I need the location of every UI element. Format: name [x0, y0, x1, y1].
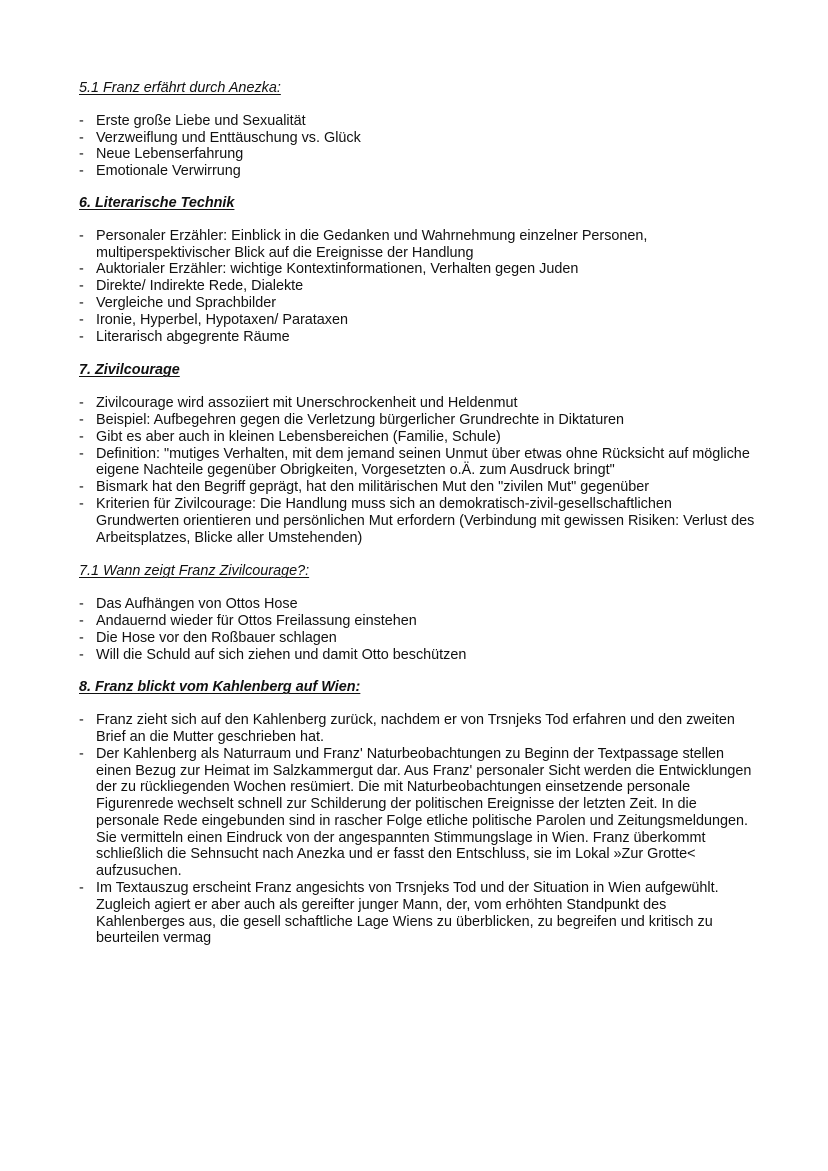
list-item: - Will die Schuld auf sich ziehen und damit Otto beschützen [79, 647, 759, 664]
bullet-list [79, 113, 759, 180]
list-item: - Bismark hat den Begriff geprägt, hat den militärischen Mut den "zivilen Mut" gegenüber [79, 479, 759, 496]
list-item: - Verzweiflung und Enttäuschung vs. Glück [79, 130, 759, 147]
section-7-1 [79, 563, 759, 663]
section-5-1 [79, 80, 759, 180]
list-item: - Beispiel: Aufbegehren gegen die Verletzung bürgerlicher Grundrechte in Diktaturen [79, 412, 759, 429]
list-item: - Ironie, Hyperbel, Hypotaxen/ Parataxen [79, 312, 759, 329]
list-item: - Franz zieht sich auf den Kahlenberg zurück, nachdem er von Trsnjeks Tod erfahren und den zweiten Brief an die Mutter geschrieben hat. [79, 712, 759, 746]
list-item: - Die Hose vor den Roßbauer schlagen [79, 630, 759, 647]
list-item: - Direkte/ Indirekte Rede, Dialekte [79, 278, 759, 295]
bullet-list [79, 395, 759, 546]
list-item: - Gibt es aber auch in kleinen Lebensbereichen (Familie, Schule) [79, 429, 759, 446]
list-item: - Definition: "mutiges Verhalten, mit dem jemand seinen Unmut über etwas ohne Rücksicht auf mögliche eigene Nachteile gegenüber Obrigkeiten, Vorgesetzten o.Ä. zum Ausdruck bringt" [79, 446, 759, 480]
list-item: - Das Aufhängen von Ottos Hose [79, 596, 759, 613]
list-item: - Vergleiche und Sprachbilder [79, 295, 759, 312]
document-page [79, 80, 759, 947]
section-6 [79, 195, 759, 345]
section-7 [79, 362, 759, 546]
list-item: - Andauernd wieder für Ottos Freilassung einstehen [79, 613, 759, 630]
bullet-list [79, 596, 759, 663]
section-heading: 8. Franz blickt vom Kahlenberg auf Wien: [79, 679, 361, 696]
section-8 [79, 679, 759, 947]
section-heading: 7.1 Wann zeigt Franz Zivilcourage?: [79, 563, 310, 580]
list-item: - Zivilcourage wird assoziiert mit Unerschrockenheit und Heldenmut [79, 395, 759, 412]
list-item: - Im Textauszug erscheint Franz angesichts von Trsnjeks Tod und der Situation in Wien aufgewühlt. Zugleich agiert er aber auch als gereifter junger Mann, der, vom erhöhten Standpunkt des Kahlenberges aus, die gesell schaftliche Lage Wiens zu überblicken, zu begreifen und kritisch zu beurteilen vermag [79, 880, 759, 947]
bullet-list [79, 712, 759, 947]
list-item: - Der Kahlenberg als Naturraum und Franz' Naturbeobachtungen zu Beginn der Textpassage stellen einen Bezug zur Heimat im Salzkammergut dar. Aus Franz' personaler Sicht werden die Entwicklungen der zu rückliegenden Wochen resümiert. Die mit Naturbeobachtungen einsetzende personale Figurenrede wechselt schnell zur Schilderung der politischen Ereignisse der letzten Zeit. In die personale Rede eingebunden sind in rascher Folge etliche politische Parolen und Zeitungsmeldungen. Sie vermitteln einen Eindruck von der angespannten Stimmungslage in Wien. Franz überkommt schließlich die Sehnsucht nach Anezka und er fasst den Entschluss, sie im Lokal »Zur Grotte< aufzusuchen. [79, 746, 759, 880]
list-item: - Kriterien für Zivilcourage: Die Handlung muss sich an demokratisch-zivil-gesellschaftlichen Grundwerten orientieren und persönlichen Mut erfordern (Verbindung mit gewissen Risiken: Verlust des Arbeitsplatzes, Blicke aller Umstehenden) [79, 496, 759, 546]
list-item: - Auktorialer Erzähler: wichtige Kontextinformationen, Verhalten gegen Juden [79, 261, 759, 278]
section-heading: 6. Literarische Technik [79, 194, 235, 211]
list-item: - Emotionale Verwirrung [79, 163, 759, 180]
list-item: - Literarisch abgegrente Räume [79, 329, 759, 346]
bullet-list [79, 228, 759, 346]
section-heading: 5.1 Franz erfährt durch Anezka: [79, 80, 281, 96]
list-item: - Neue Lebenserfahrung [79, 146, 759, 163]
list-item: - Personaler Erzähler: Einblick in die Gedanken und Wahrnehmung einzelner Personen, multiperspektivischer Blick auf die Ereignisse der Handlung [79, 228, 759, 262]
section-heading: 7. Zivilcourage [79, 362, 180, 379]
list-item: - Erste große Liebe und Sexualität [79, 113, 759, 130]
